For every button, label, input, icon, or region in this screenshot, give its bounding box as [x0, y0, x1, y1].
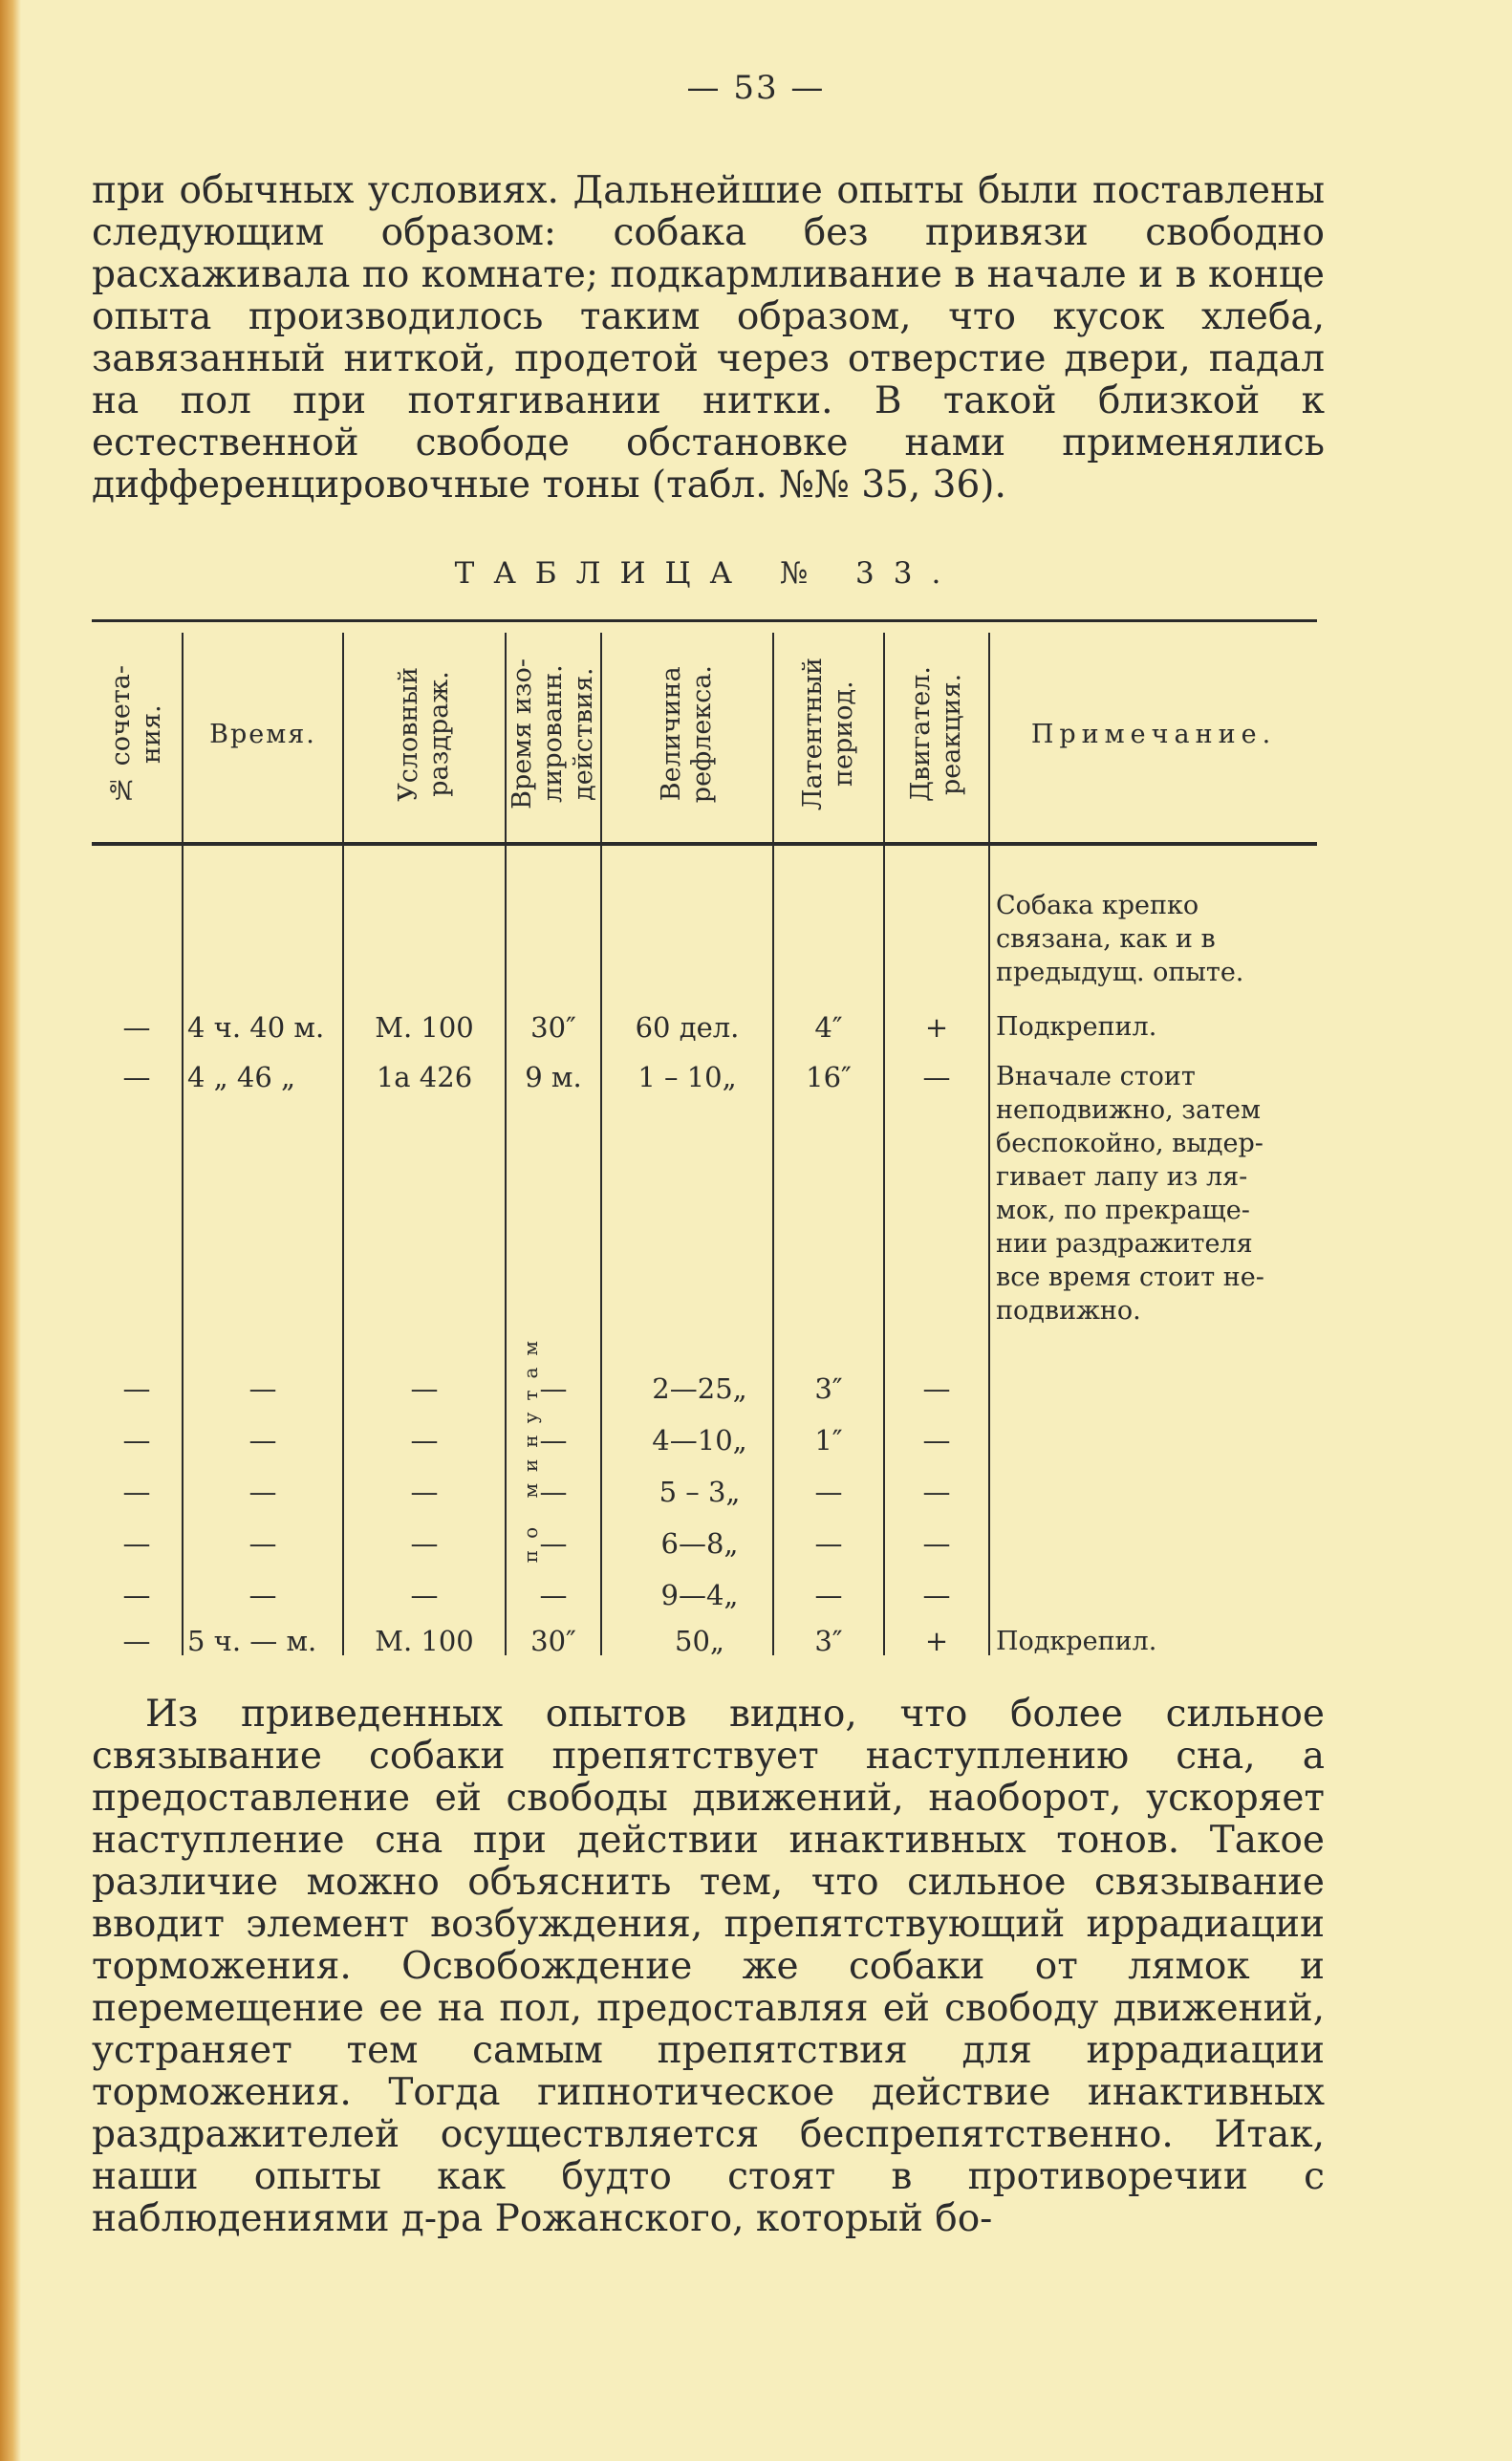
data-table: [92, 619, 1317, 1659]
header-num-text: № сочета- ния.: [106, 664, 166, 804]
cell-isolated: —: [539, 1579, 568, 1611]
cell-stimulus: —: [410, 1372, 439, 1405]
cell-latent: 4″: [814, 1011, 843, 1044]
header-reflex: [602, 633, 772, 835]
cell-motor: —: [922, 1579, 951, 1611]
cell-motor: +: [924, 1625, 949, 1657]
cell-num: —: [122, 1424, 151, 1457]
table-row: [92, 1053, 1317, 1326]
cell-time: —: [248, 1527, 277, 1560]
cell-reflex: 2—25„: [652, 1372, 747, 1405]
header-latent-text: Латентный период.: [798, 658, 858, 810]
cell-num: —: [122, 1527, 151, 1560]
table-row: [92, 1416, 1317, 1464]
intro-paragraph: [92, 170, 1325, 507]
cell-stimulus: —: [410, 1476, 439, 1508]
minutes-label: [513, 1260, 548, 1632]
cell-num: —: [122, 1476, 151, 1508]
cell-latent: 3″: [814, 1625, 843, 1657]
cell-num: —: [122, 1579, 151, 1611]
cell-motor: —: [922, 1061, 951, 1093]
cell-isolated: 9 м.: [525, 1061, 582, 1093]
table-row: [92, 1365, 1317, 1413]
header-note-text: Примечание.: [1030, 719, 1277, 749]
cell-isolated: —: [539, 1424, 568, 1457]
cell-reflex: 4—10„: [652, 1424, 747, 1457]
header-latent: [774, 633, 883, 835]
table-row: [92, 1468, 1317, 1516]
header-reflex-text: Величина рефлекса.: [657, 664, 717, 804]
cell-isolated: 30″: [530, 1625, 576, 1657]
intro-paragraph-text: при обычных условиях. Дальнейшие опыты были поставлены следующим образом: собака без привязи свободно расхаживала по комнате; подкармливание в начале и в конце опыта производилось таким образом, что кусок хлеба, завязанный ниткой, продетой через отверстие двери, падал на пол при потягивании нитки. В такой близкой к естественной свободе обстановке нами применялись дифференцировочные тоны (табл. №№ 35, 36).: [92, 169, 1325, 507]
table-title: ТАБЛИЦА № 33.: [454, 556, 961, 591]
page-number: — 53 —: [686, 69, 826, 107]
table-top-rule: [92, 619, 1317, 622]
conclusion-paragraph: [92, 1694, 1325, 2240]
cell-latent: 16″: [806, 1061, 852, 1093]
cell-reflex: 1 – 10„: [637, 1061, 737, 1093]
cell-motor: —: [922, 1424, 951, 1457]
cell-num: —: [122, 1061, 151, 1093]
cell-latent: 1″: [814, 1424, 843, 1457]
cell-stimulus: М. 100: [375, 1011, 474, 1044]
cell-note: Вначале стоит неподвижно, затем беспокойно, выдер- гивает лапу из ля- мок, по прекраще- нии раздражителя все время стоит не- подвижно.: [996, 1062, 1264, 1326]
cell-motor: —: [922, 1372, 951, 1405]
cell-time: 4 ч. 40 м.: [187, 1011, 325, 1044]
intro-note: Собака крепко связана, как и в предыдущ. опыте.: [996, 891, 1244, 987]
header-stimulus-text: Условный раздраж.: [394, 666, 454, 802]
cell-stimulus: М. 100: [375, 1625, 474, 1657]
table-header-rule: [92, 842, 1317, 846]
cell-isolated: —: [539, 1527, 568, 1560]
cell-num: —: [122, 1011, 151, 1044]
cell-reflex: 60 дел.: [635, 1011, 740, 1044]
cell-time: 5 ч. — м.: [187, 1625, 317, 1657]
header-stimulus: [344, 633, 505, 835]
cell-time: —: [248, 1579, 277, 1611]
table-row: [92, 1617, 1317, 1665]
cell-reflex: 9—4„: [660, 1579, 739, 1611]
cell-stimulus: 1а 426: [376, 1061, 473, 1093]
table-row: [92, 1004, 1317, 1051]
cell-note: Подкрепил.: [996, 1626, 1157, 1656]
cell-time: —: [248, 1424, 277, 1457]
cell-stimulus: —: [410, 1579, 439, 1611]
page-edge: [0, 0, 21, 2461]
cell-isolated: —: [539, 1476, 568, 1508]
cell-num: —: [122, 1372, 151, 1405]
cell-stimulus: —: [410, 1424, 439, 1457]
cell-motor: —: [922, 1476, 951, 1508]
cell-isolated: —: [539, 1372, 568, 1405]
table-row: [92, 1571, 1317, 1619]
cell-reflex: 50„: [675, 1625, 724, 1657]
cell-latent: 3″: [814, 1372, 843, 1405]
cell-reflex: 6—8„: [660, 1527, 739, 1560]
cell-num: —: [122, 1625, 151, 1657]
header-isolated-time-text: Время изо- лированн. действия.: [508, 658, 598, 810]
cell-latent: —: [814, 1476, 843, 1508]
header-motor: [885, 633, 988, 835]
cell-note: Подкрепил.: [996, 1012, 1157, 1042]
cell-time: —: [248, 1372, 277, 1405]
cell-stimulus: —: [410, 1527, 439, 1560]
table-row: [92, 1520, 1317, 1567]
cell-motor: +: [924, 1011, 949, 1044]
cell-motor: —: [922, 1527, 951, 1560]
conclusion-paragraph-text: Из приведенных опытов видно, что более сильное связывание собаки препятствует наступлению сна, а предоставление ей свободы движений, наоборот, ускоряет наступление сна при действии инактивных тонов. Такое различие можно объяснить тем, что сильное связывание вводит элемент возбуждения, препятствующий иррадиации торможения. Освобождение же собаки от лямок и перемещение ее на пол, предоставляя ей свободу движений, устраняет тем самым препятствия для иррадиации торможения. Тогда гипнотическое действие инактивных раздражителей осуществляется беспрепятственно. Итак, наши опыты как будто стоят в противоречии с наблюдениями д-ра Рожанского, который бо-: [92, 1693, 1325, 2240]
cell-time: 4 „ 46 „: [187, 1061, 296, 1093]
header-num: [92, 633, 182, 835]
header-note: [990, 633, 1317, 835]
minutes-label-text: по минутам: [519, 1328, 542, 1564]
cell-latent: —: [814, 1579, 843, 1611]
cell-reflex: 5 – 3„: [659, 1476, 741, 1508]
cell-latent: —: [814, 1527, 843, 1560]
header-isolated-time: [507, 633, 600, 835]
header-motor-text: Двигател. реакция.: [906, 665, 966, 803]
cell-isolated: 30″: [530, 1011, 576, 1044]
header-time-text: Время.: [209, 719, 316, 749]
cell-time: —: [248, 1476, 277, 1508]
header-time: [184, 633, 342, 835]
